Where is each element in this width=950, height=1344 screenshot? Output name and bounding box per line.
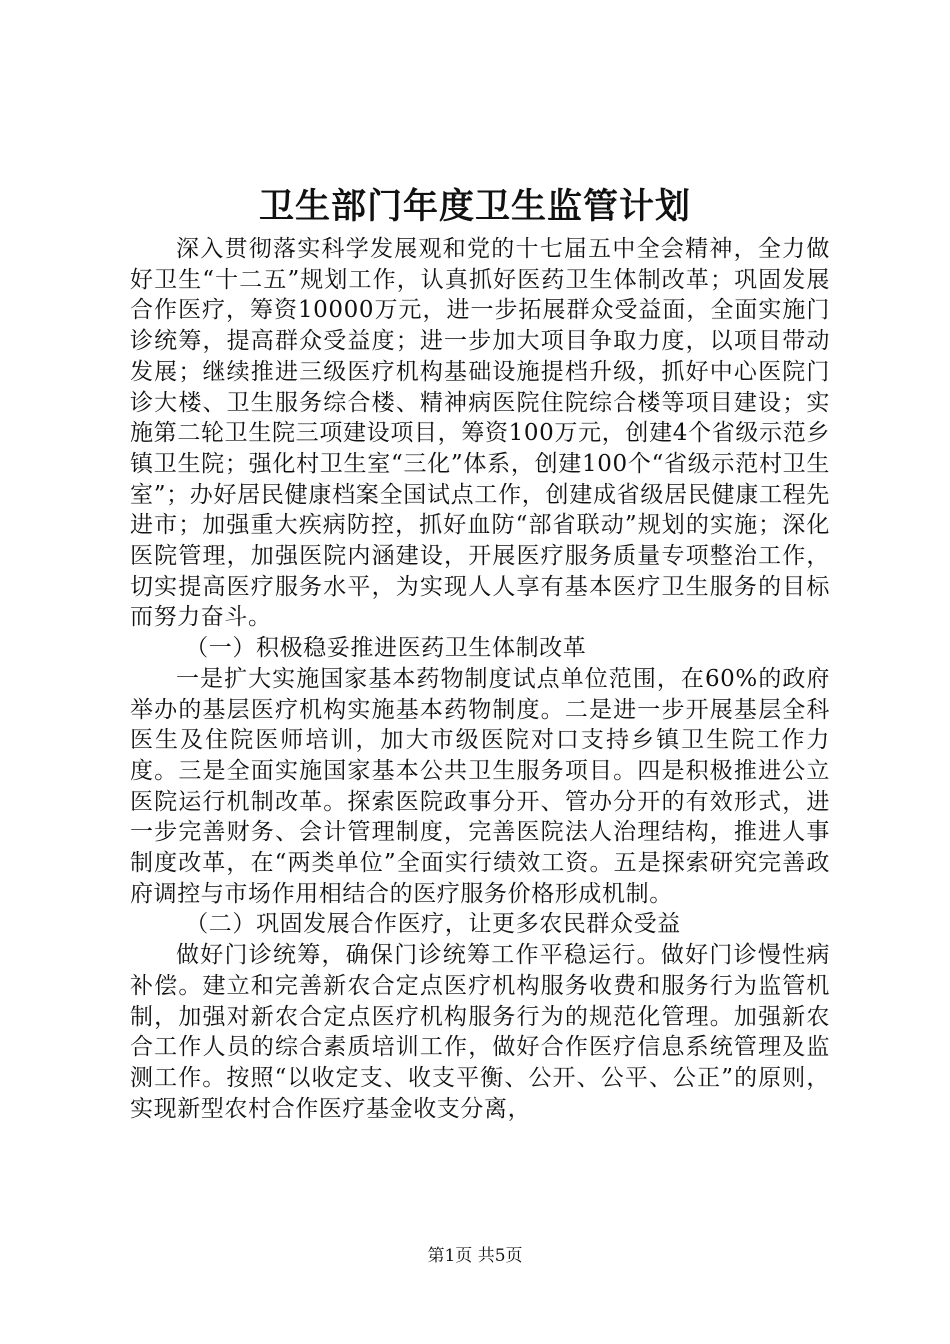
page-footer: 第1页 共5页 <box>427 1246 523 1266</box>
intro-paragraph: 深入贯彻落实科学发展观和党的十七届五中全会精神，全力做好卫生“十二五”规划工作，认真抓好医药卫生体制改革；巩固发展合作医疗，筹资10000万元，进一步拓展群众受益面，全面实施门诊统筹，提高群众受益度；进一步加大项目争取力度，以项目带动发展；继续推进三级医疗机构基础设施提档升级，抓好中心医院门诊大楼、卫生服务综合楼、精神病医院住院综合楼等项目建设；实施第二轮卫生院三项建设项目，筹资100万元，创建4个省级示范乡镇卫生院；强化村卫生室“三化”体系，创建100个“省级示范村卫生室”；办好居民健康档案全国试点工作，创建成省级居民健康工程先进市；加强重大疾病防控，抓好血防“部省联动”规划的实施；深化医院管理，加强医院内涵建设，开展医疗服务质量专项整治工作，切实提高医疗服务水平，为实现人人享有基本医疗卫生服务的目标而努力奋斗。 <box>130 236 830 631</box>
section-heading-1: （一）积极稳妥推进医药卫生体制改革 <box>185 635 587 662</box>
document-body <box>130 234 830 1124</box>
section-paragraph-2: 做好门诊统筹，确保门诊统筹工作平稳运行。做好门诊慢性病补偿。建立和完善新农合定点医疗机构服务收费和服务行为监管机制，加强对新农合定点医疗机构服务行为的规范化管理。加强新农合工作人员的综合素质培训工作，做好合作医疗信息系统管理及监测工作。按照“以收定支、收支平衡、公开、公平、公正”的原则，实现新型农村合作医疗基金收支分离， <box>130 942 830 1122</box>
document-title: 卫生部门年度卫生监管计划 <box>258 186 691 227</box>
section-paragraph-1: 一是扩大实施国家基本药物制度试点单位范围，在60%的政府举办的基层医疗机构实施基本药物制度。二是进一步开展基层全科医生及住院医师培训，加大市级医院对口支持乡镇卫生院工作力度。三是全面实施国家基本公共卫生服务项目。四是积极推进公立医院运行机制改革。探索医院政事分开、管办分开的有效形式，进一步完善财务、会计管理制度，完善医院法人治理结构，推进人事制度改革，在“两类单位”全面实行绩效工资。五是探索研究完善政府调控与市场作用相结合的医疗服务价格形成机制。 <box>130 665 830 907</box>
section-heading-2: （二）巩固发展合作医疗，让更多农民群众受益 <box>185 911 681 938</box>
